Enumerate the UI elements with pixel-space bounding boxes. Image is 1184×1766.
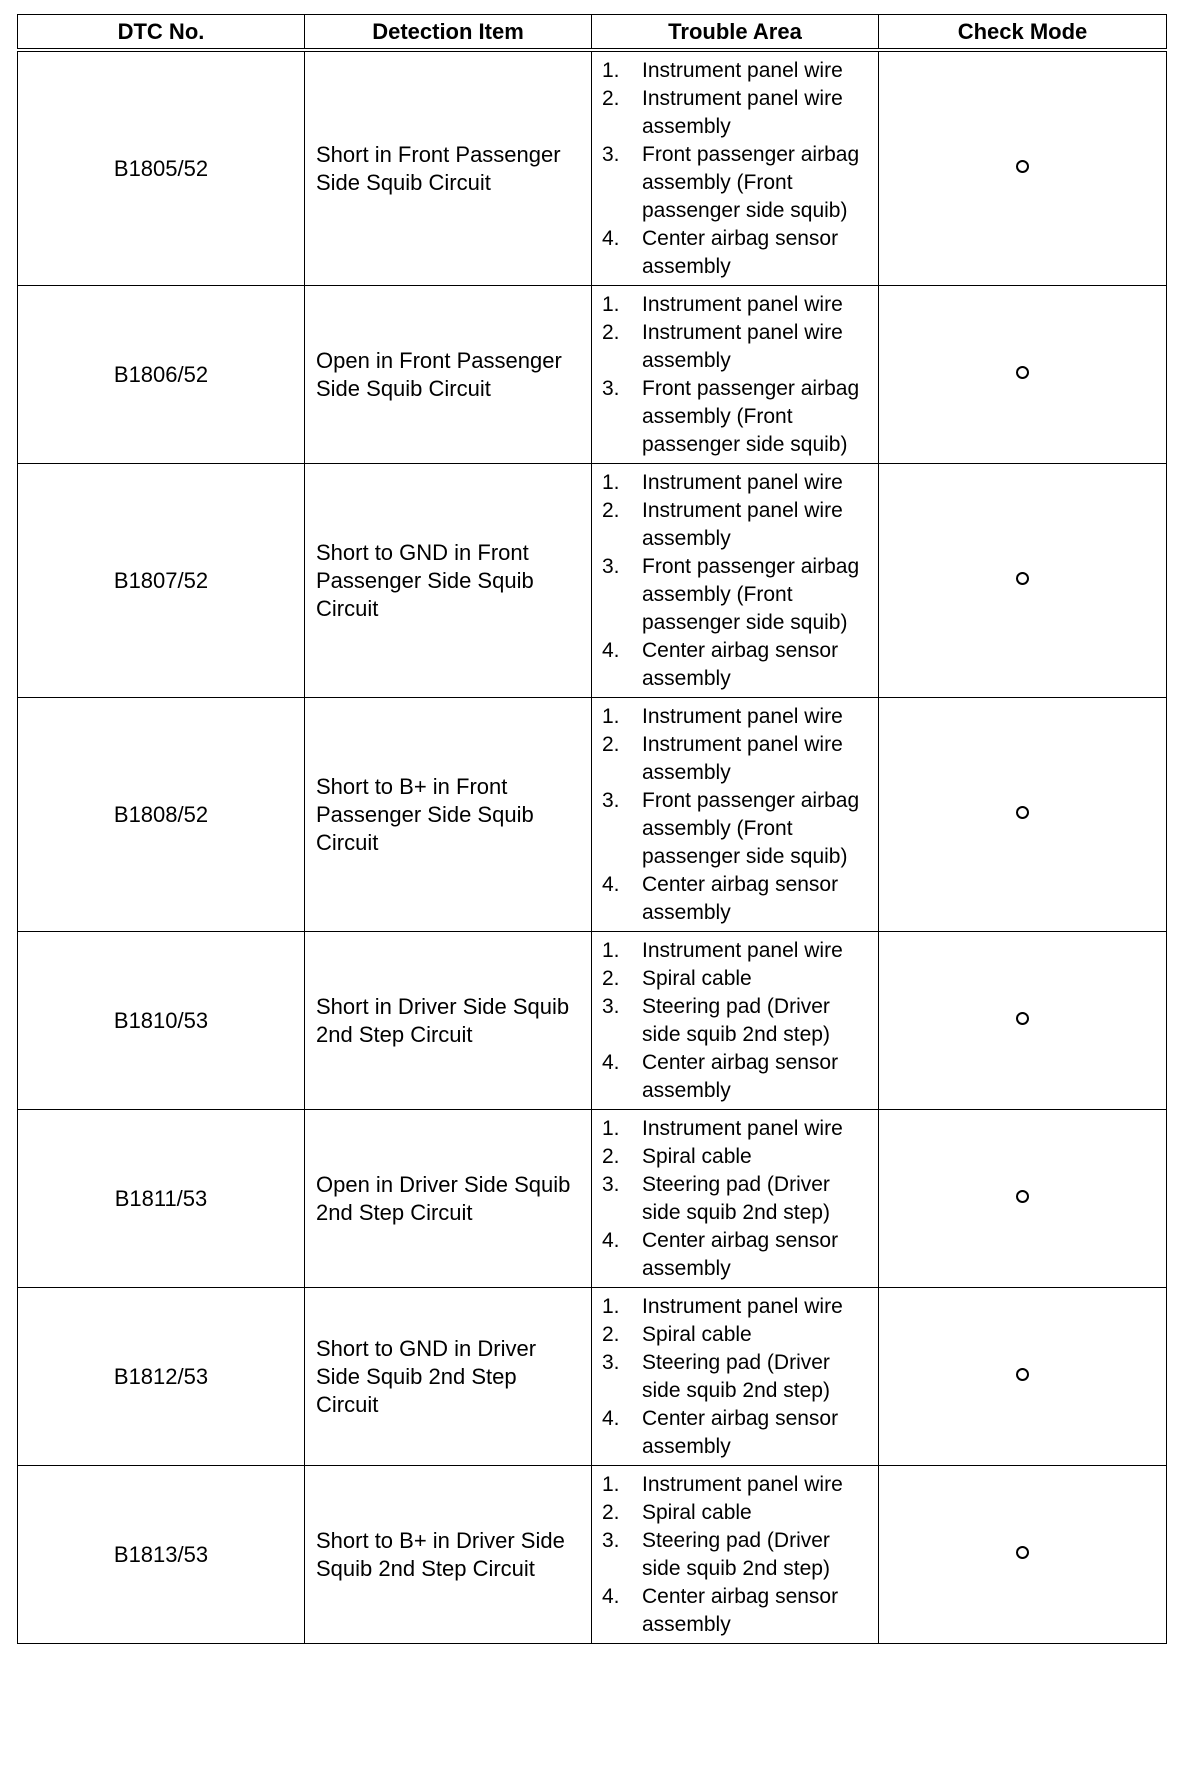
trouble-list (602, 57, 872, 281)
table-row (18, 1288, 1167, 1466)
trouble-list-item (602, 1405, 872, 1461)
header-check-mode: Check Mode (879, 15, 1167, 51)
check-mode (879, 50, 1167, 286)
trouble-list-item (602, 85, 872, 141)
trouble-item-text: Center airbag sensor assembly (642, 873, 839, 924)
trouble-item-number: 3. (602, 789, 620, 812)
trouble-list-item (602, 1583, 872, 1639)
check-mode (879, 1288, 1167, 1466)
trouble-item-text: Instrument panel wire (642, 1295, 843, 1318)
trouble-item-text: Instrument panel wire assembly (642, 321, 843, 372)
trouble-item-number: 2. (602, 733, 620, 756)
trouble-item-text: Center airbag sensor assembly (642, 1585, 839, 1636)
header-detection-item: Detection Item (305, 15, 592, 51)
table-row (18, 50, 1167, 286)
trouble-item-text: Instrument panel wire (642, 293, 843, 316)
trouble-list-item (602, 1171, 872, 1227)
circle-icon (1016, 366, 1029, 379)
table-body (18, 50, 1167, 1644)
trouble-item-text: Steering pad (Driver side squib 2nd step) (642, 1351, 830, 1402)
trouble-area (592, 286, 879, 464)
trouble-list (602, 1115, 872, 1283)
trouble-item-text: Instrument panel wire (642, 1117, 843, 1140)
trouble-item-number: 2. (602, 499, 620, 522)
trouble-item-text: Instrument panel wire (642, 705, 843, 728)
table-header (18, 15, 1167, 51)
trouble-list-item (602, 1049, 872, 1105)
header-trouble-area: Trouble Area (592, 15, 879, 51)
check-mode (879, 1466, 1167, 1644)
table-row (18, 286, 1167, 464)
circle-icon (1016, 572, 1029, 585)
trouble-item-text: Instrument panel wire assembly (642, 87, 843, 138)
detection-item: Short in Front Passenger Side Squib Circuit (305, 50, 592, 286)
trouble-list-item (602, 1527, 872, 1583)
detection-item: Short to B+ in Driver Side Squib 2nd Step Circuit (305, 1466, 592, 1644)
trouble-item-number: 1. (602, 1473, 620, 1496)
trouble-item-text: Instrument panel wire (642, 59, 843, 82)
trouble-item-text: Instrument panel wire (642, 939, 843, 962)
trouble-list-item (602, 1227, 872, 1283)
trouble-area (592, 698, 879, 932)
trouble-area (592, 932, 879, 1110)
trouble-list (602, 703, 872, 927)
circle-icon (1016, 1190, 1029, 1203)
trouble-list-item (602, 497, 872, 553)
trouble-list-item (602, 319, 872, 375)
trouble-item-text: Center airbag sensor assembly (642, 227, 839, 278)
trouble-item-text: Center airbag sensor assembly (642, 1407, 839, 1458)
trouble-item-text: Instrument panel wire assembly (642, 733, 843, 784)
trouble-item-number: 2. (602, 967, 620, 990)
trouble-item-number: 3. (602, 555, 620, 578)
dtc-table (17, 14, 1167, 1644)
dtc-number: B1811/53 (18, 1110, 305, 1288)
table-row (18, 1466, 1167, 1644)
detection-item: Short in Driver Side Squib 2nd Step Circuit (305, 932, 592, 1110)
check-mode (879, 286, 1167, 464)
trouble-item-text: Spiral cable (642, 1501, 752, 1524)
trouble-item-text: Front passenger airbag assembly (Front passenger side squib) (642, 789, 860, 868)
trouble-item-text: Spiral cable (642, 1145, 752, 1168)
trouble-list (602, 291, 872, 459)
trouble-item-number: 4. (602, 1229, 620, 1252)
trouble-item-number: 1. (602, 1295, 620, 1318)
check-mode (879, 932, 1167, 1110)
trouble-item-text: Spiral cable (642, 1323, 752, 1346)
table-row (18, 464, 1167, 698)
trouble-item-text: Front passenger airbag assembly (Front passenger side squib) (642, 555, 860, 634)
trouble-list (602, 937, 872, 1105)
trouble-item-number: 2. (602, 321, 620, 344)
trouble-list-item (602, 1143, 872, 1171)
detection-item: Open in Front Passenger Side Squib Circuit (305, 286, 592, 464)
circle-icon (1016, 806, 1029, 819)
check-mode (879, 464, 1167, 698)
trouble-item-text: Center airbag sensor assembly (642, 639, 839, 690)
trouble-list-item (602, 1471, 872, 1499)
trouble-list-item (602, 993, 872, 1049)
trouble-item-text: Front passenger airbag assembly (Front passenger side squib) (642, 377, 860, 456)
trouble-item-number: 2. (602, 87, 620, 110)
trouble-list-item (602, 787, 872, 871)
trouble-item-text: Front passenger airbag assembly (Front passenger side squib) (642, 143, 860, 222)
trouble-item-number: 4. (602, 1585, 620, 1608)
trouble-item-number: 1. (602, 471, 620, 494)
circle-icon (1016, 1012, 1029, 1025)
trouble-list-item (602, 703, 872, 731)
trouble-list-item (602, 375, 872, 459)
trouble-item-number: 3. (602, 1173, 620, 1196)
trouble-item-number: 1. (602, 939, 620, 962)
check-mode (879, 698, 1167, 932)
trouble-item-text: Spiral cable (642, 967, 752, 990)
trouble-item-number: 1. (602, 705, 620, 728)
trouble-area (592, 1110, 879, 1288)
detection-item: Short to B+ in Front Passenger Side Squib Circuit (305, 698, 592, 932)
trouble-item-number: 1. (602, 1117, 620, 1140)
dtc-number: B1813/53 (18, 1466, 305, 1644)
trouble-list-item (602, 1115, 872, 1143)
dtc-number: B1810/53 (18, 932, 305, 1110)
trouble-area (592, 1288, 879, 1466)
trouble-item-text: Steering pad (Driver side squib 2nd step) (642, 1173, 830, 1224)
trouble-item-number: 2. (602, 1145, 620, 1168)
dtc-number: B1812/53 (18, 1288, 305, 1466)
trouble-item-number: 3. (602, 143, 620, 166)
dtc-number: B1805/52 (18, 50, 305, 286)
dtc-number: B1806/52 (18, 286, 305, 464)
trouble-item-number: 4. (602, 873, 620, 896)
trouble-list (602, 469, 872, 693)
trouble-list-item (602, 1349, 872, 1405)
trouble-area (592, 50, 879, 286)
header-row (18, 15, 1167, 51)
trouble-item-number: 1. (602, 293, 620, 316)
trouble-list (602, 1293, 872, 1461)
trouble-item-number: 4. (602, 1051, 620, 1074)
trouble-item-text: Instrument panel wire assembly (642, 499, 843, 550)
trouble-item-text: Center airbag sensor assembly (642, 1229, 839, 1280)
trouble-list-item (602, 871, 872, 927)
trouble-item-number: 3. (602, 995, 620, 1018)
trouble-item-text: Steering pad (Driver side squib 2nd step) (642, 995, 830, 1046)
trouble-item-number: 3. (602, 377, 620, 400)
trouble-area (592, 1466, 879, 1644)
trouble-item-number: 3. (602, 1529, 620, 1552)
trouble-list-item (602, 1293, 872, 1321)
circle-icon (1016, 1546, 1029, 1559)
circle-icon (1016, 1368, 1029, 1381)
detection-item: Open in Driver Side Squib 2nd Step Circuit (305, 1110, 592, 1288)
trouble-list-item (602, 1499, 872, 1527)
trouble-item-number: 2. (602, 1323, 620, 1346)
trouble-item-number: 4. (602, 1407, 620, 1430)
trouble-list-item (602, 57, 872, 85)
circle-icon (1016, 160, 1029, 173)
detection-item: Short to GND in Front Passenger Side Squib Circuit (305, 464, 592, 698)
trouble-item-number: 4. (602, 639, 620, 662)
trouble-item-number: 3. (602, 1351, 620, 1374)
trouble-list-item (602, 937, 872, 965)
trouble-list-item (602, 553, 872, 637)
trouble-list-item (602, 141, 872, 225)
table-row (18, 932, 1167, 1110)
trouble-item-number: 2. (602, 1501, 620, 1524)
trouble-list-item (602, 965, 872, 993)
trouble-list-item (602, 637, 872, 693)
trouble-item-number: 1. (602, 59, 620, 82)
detection-item: Short to GND in Driver Side Squib 2nd Step Circuit (305, 1288, 592, 1466)
trouble-item-text: Center airbag sensor assembly (642, 1051, 839, 1102)
table-row (18, 698, 1167, 932)
trouble-item-text: Steering pad (Driver side squib 2nd step) (642, 1529, 830, 1580)
check-mode (879, 1110, 1167, 1288)
dtc-number: B1808/52 (18, 698, 305, 932)
trouble-list-item (602, 731, 872, 787)
trouble-area (592, 464, 879, 698)
table-row (18, 1110, 1167, 1288)
trouble-item-text: Instrument panel wire (642, 471, 843, 494)
trouble-list-item (602, 469, 872, 497)
trouble-list-item (602, 225, 872, 281)
trouble-list-item (602, 291, 872, 319)
trouble-item-text: Instrument panel wire (642, 1473, 843, 1496)
trouble-item-number: 4. (602, 227, 620, 250)
dtc-number: B1807/52 (18, 464, 305, 698)
header-dtc-no: DTC No. (18, 15, 305, 51)
trouble-list (602, 1471, 872, 1639)
trouble-list-item (602, 1321, 872, 1349)
